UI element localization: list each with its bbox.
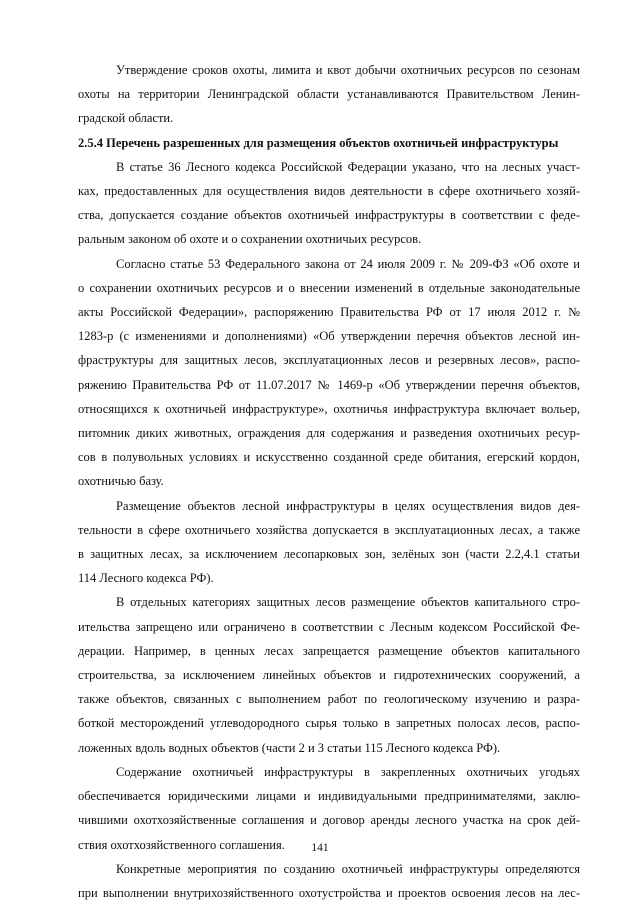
- page-number: 141: [311, 842, 329, 854]
- paragraph: [78, 857, 580, 905]
- paragraph: [78, 58, 580, 131]
- intro-paragraph: [78, 58, 580, 131]
- text-line: ительства запрещено или ограничено в соответствии с Лесным кодексом Российской Фе-: [78, 619, 580, 634]
- paragraph: [78, 494, 580, 591]
- text-line: охотничью базу.: [78, 474, 164, 489]
- text-line: В статье 36 Лесного кодекса Российской Федерации указано, что на лесных участ-: [116, 159, 580, 174]
- section-heading: 2.5.4 Перечень разрешенных для размещения объектов охотничьей инфраструктуры: [78, 135, 559, 150]
- paragraph: [78, 252, 580, 494]
- text-line: также объектов, связанных с выполнением работ по геологическому изучению и разра-: [78, 692, 580, 707]
- text-line: сов в полувольных условиях и искусственно созданной среде обитания, егерский кордон,: [78, 450, 580, 465]
- text-line: В отдельных категориях защитных лесов размещение объектов капитального стро-: [116, 595, 580, 610]
- text-line: строительства, за исключением линейных объектов и гидротехнических сооружений, а: [78, 668, 580, 683]
- text-line: дерации. Например, в ценных лесах запрещается размещение объектов капитального: [78, 643, 580, 658]
- text-line: при выполнении внутрихозяйственного охотустройства и проектов освоения лесов на лес-: [78, 885, 580, 900]
- text-line: о сохранении охотничьих ресурсов и о внесении изменений в отдельные законодательные: [78, 280, 580, 295]
- text-line: Содержание охотничьей инфраструктуры в закрепленных охотничьих угодьях: [116, 764, 580, 779]
- text-line: питомник диких животных, ограждения для содержания и разведения охотничьих ресур-: [78, 426, 580, 441]
- text-line: ряжению Правительства РФ от 11.07.2017 № 1469-р «Об утверждении перечня объектов,: [78, 377, 580, 392]
- text-line: ках, предоставленных для осуществления видов деятельности в сфере охотничьего хозяй-: [78, 184, 580, 199]
- text-line: акты Российской Федерации», распоряжению Правительства РФ от 17 июля 2012 г. №: [78, 305, 580, 320]
- text-line: Размещение объектов лесной инфраструктуры в целях осуществления видов дея-: [116, 498, 580, 513]
- text-line: Согласно статье 53 Федерального закона от 24 июля 2009 г. № 209-ФЗ «Об охоте и: [116, 256, 580, 271]
- section-body: [78, 155, 580, 905]
- document-page: [78, 58, 580, 905]
- text-line: обеспечивается юридическими лицами и индивидуальными предпринимателями, заклю-: [78, 789, 580, 804]
- text-line: в защитных лесах, за исключением лесопарковых зон, зелёных зон (части 2.2,4.1 статьи: [78, 547, 580, 562]
- text-line: градской области.: [78, 111, 174, 126]
- paragraph: [78, 155, 580, 252]
- text-line: ствия охотхозяйственного соглашения.: [78, 837, 285, 852]
- text-line: тельности в сфере охотничьего хозяйства допускается в эксплуатационных лесах, а также: [78, 522, 580, 537]
- text-line: чившими охотхозяйственные соглашения и договор аренды лесного участка на срок дей-: [78, 813, 580, 828]
- text-line: ства, допускается создание объектов охотничьей инфраструктуры в соответствии с феде-: [78, 208, 580, 223]
- text-line: Утверждение сроков охоты, лимита и квот добычи охотничьих ресурсов по сезонам: [116, 63, 580, 77]
- text-line: охоты на территории Ленинградской области устанавливаются Правительством Ленин-: [78, 87, 580, 102]
- text-line: 1283-р (с изменениями и дополнениями) «Об утверждении перечня объектов лесной ин-: [78, 329, 580, 344]
- text-line: относящихся к охотничьей инфраструктуре», охотничья инфраструктура включает вольер,: [78, 401, 580, 416]
- text-line: Конкретные мероприятия по созданию охотничьей инфраструктуры определяются: [116, 861, 580, 876]
- text-line: фраструктуры для защитных лесов, эксплуатационных лесов и резервных лесов», распо-: [78, 353, 580, 368]
- text-line: ложенных вдоль водных объектов (части 2 и 3 статьи 115 Лесного кодекса РФ).: [78, 740, 501, 755]
- text-line: ральным законом об охоте и о сохранении охотничьих ресурсов.: [78, 232, 422, 247]
- paragraph: [78, 590, 580, 759]
- text-line: 114 Лесного кодекса РФ).: [78, 571, 214, 586]
- text-line: боткой месторождений углеводородного сырья только в запретных полосах лесов, распо-: [78, 716, 580, 731]
